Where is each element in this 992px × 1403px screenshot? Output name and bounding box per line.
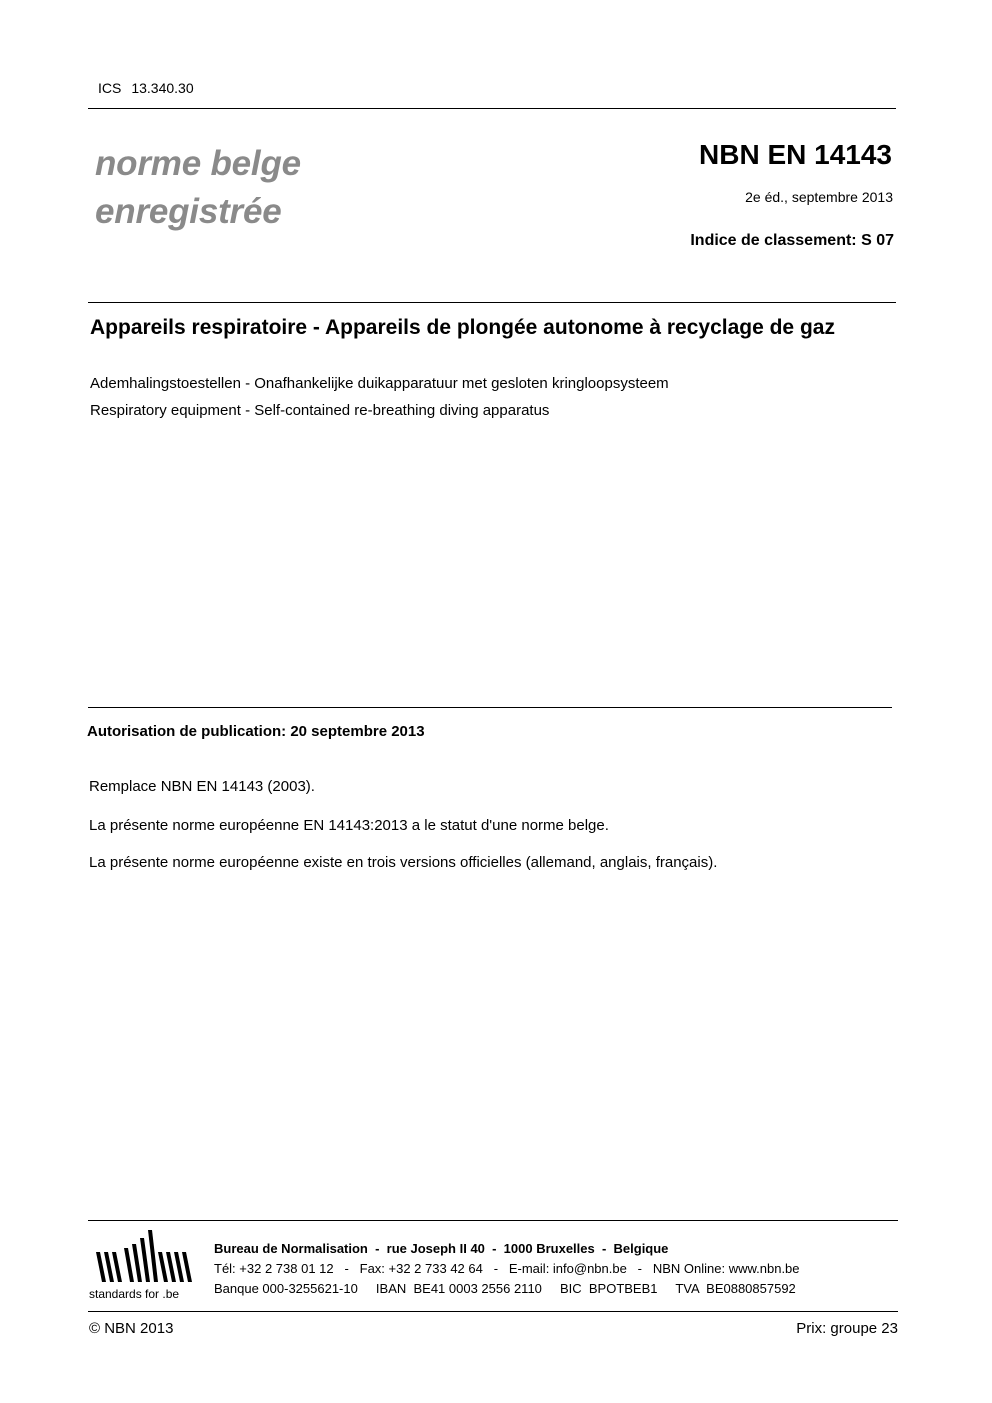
bottom-rule	[88, 1311, 898, 1312]
title-english: Respiratory equipment - Self-contained re-breathing diving apparatus	[90, 402, 550, 419]
body-rule	[88, 707, 892, 708]
footer-address: Bureau de Normalisation - rue Joseph II 40 - 1000 Bruxelles - Belgique	[214, 1241, 669, 1256]
ics-code: 13.340.30	[131, 80, 194, 96]
title-rule	[88, 302, 896, 303]
copyright: © NBN 2013	[89, 1320, 174, 1337]
brand-line-1: norme belge	[95, 144, 301, 183]
brand-title	[95, 140, 301, 236]
footer-rule	[88, 1220, 898, 1221]
ics-label: ICS	[98, 80, 122, 96]
price-group: Prix: groupe 23	[796, 1320, 898, 1337]
classification-index: Indice de classement: S 07	[690, 232, 894, 249]
header-rule	[88, 108, 896, 109]
brand-line-2: enregistrée	[95, 192, 282, 231]
note-status: La présente norme européenne EN 14143:2013 a le statut d'une norme belge.	[89, 817, 609, 834]
footer-contact: Tél: +32 2 738 01 12 - Fax: +32 2 733 42 64 - E-mail: info@nbn.be - NBN Online: www.nbn.be	[214, 1261, 800, 1276]
logo-tagline: standards for .be	[89, 1287, 180, 1301]
footer-bank: Banque 000-3255621-10 IBAN BE41 0003 2556 2110 BIC BPOTBEB1 TVA BE0880857592	[214, 1281, 796, 1296]
standard-number: NBN EN 14143	[699, 139, 892, 170]
edition: 2e éd., septembre 2013	[745, 189, 893, 205]
publication-authorization: Autorisation de publication: 20 septembre 2013	[87, 723, 425, 740]
note-replaces: Remplace NBN EN 14143 (2003).	[89, 778, 315, 795]
title-french: Appareils respiratoire - Appareils de plongée autonome à recyclage de gaz	[90, 316, 835, 339]
ics-line	[98, 80, 194, 96]
note-versions: La présente norme européenne existe en trois versions officielles (allemand, anglais, français).	[89, 854, 718, 871]
title-dutch: Ademhalingstoestellen - Onafhankelijke duikapparatuur met gesloten kringloopsysteem	[90, 375, 669, 392]
